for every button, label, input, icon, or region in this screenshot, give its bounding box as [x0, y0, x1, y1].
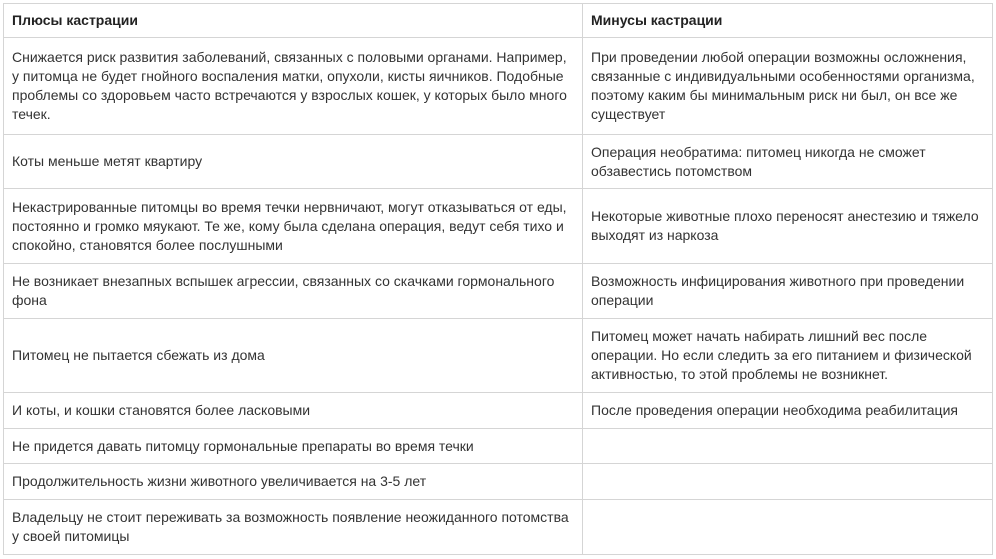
table-row	[4, 319, 993, 393]
table-row	[4, 429, 993, 464]
pro-cell: И коты, и кошки становятся более ласковыми	[4, 393, 583, 429]
pros-cons-table	[3, 3, 993, 555]
pro-cell: Некастрированные питомцы во время течки нервничают, могут отказываться от еды, постоянно и громко мяукают. Те же, кому была сделана операция, ведут себя тихо и спокойно, становятся более послушными	[4, 189, 583, 264]
con-cell	[583, 500, 993, 555]
table-row	[4, 393, 993, 429]
con-cell: Питомец может начать набирать лишний вес после операции. Но если следить за его питанием и физической активностью, то этой проблемы не возникнет.	[583, 319, 993, 393]
con-cell: При проведении любой операции возможны осложнения, связанные с индивидуальными особенностями организма, поэтому каким бы минимальным риск ни был, он все же существует	[583, 38, 993, 135]
pro-cell: Не возникает внезапных вспышек агрессии, связанных со скачками гормонального фона	[4, 264, 583, 319]
con-cell	[583, 464, 993, 500]
con-cell: Некоторые животные плохо переносят анестезию и тяжело выходят из наркоза	[583, 189, 993, 264]
table-row	[4, 464, 993, 500]
table-row	[4, 500, 993, 555]
cons-column-header: Минусы кастрации	[583, 4, 993, 38]
pro-cell: Коты меньше метят квартиру	[4, 135, 583, 189]
table-row	[4, 264, 993, 319]
con-cell: После проведения операции необходима реабилитация	[583, 393, 993, 429]
con-cell	[583, 429, 993, 464]
pro-cell: Продолжительность жизни животного увеличивается на 3-5 лет	[4, 464, 583, 500]
pro-cell: Питомец не пытается сбежать из дома	[4, 319, 583, 393]
pro-cell: Владельцу не стоит переживать за возможность появление неожиданного потомства у своей питомицы	[4, 500, 583, 555]
con-cell: Возможность инфицирования животного при проведении операции	[583, 264, 993, 319]
table-header-row	[4, 4, 993, 38]
table-row	[4, 189, 993, 264]
pro-cell: Снижается риск развития заболеваний, связанных с половыми органами. Например, у питомца не будет гнойного воспаления матки, опухоли, кисты яичников. Подобные проблемы со здоровьем часто встречаются у взрослых кошек, у которых было много течек.	[4, 38, 583, 135]
pro-cell: Не придется давать питомцу гормональные препараты во время течки	[4, 429, 583, 464]
table-row	[4, 135, 993, 189]
table-row	[4, 38, 993, 135]
pros-column-header: Плюсы кастрации	[4, 4, 583, 38]
con-cell: Операция необратима: питомец никогда не сможет обзавестись потомством	[583, 135, 993, 189]
